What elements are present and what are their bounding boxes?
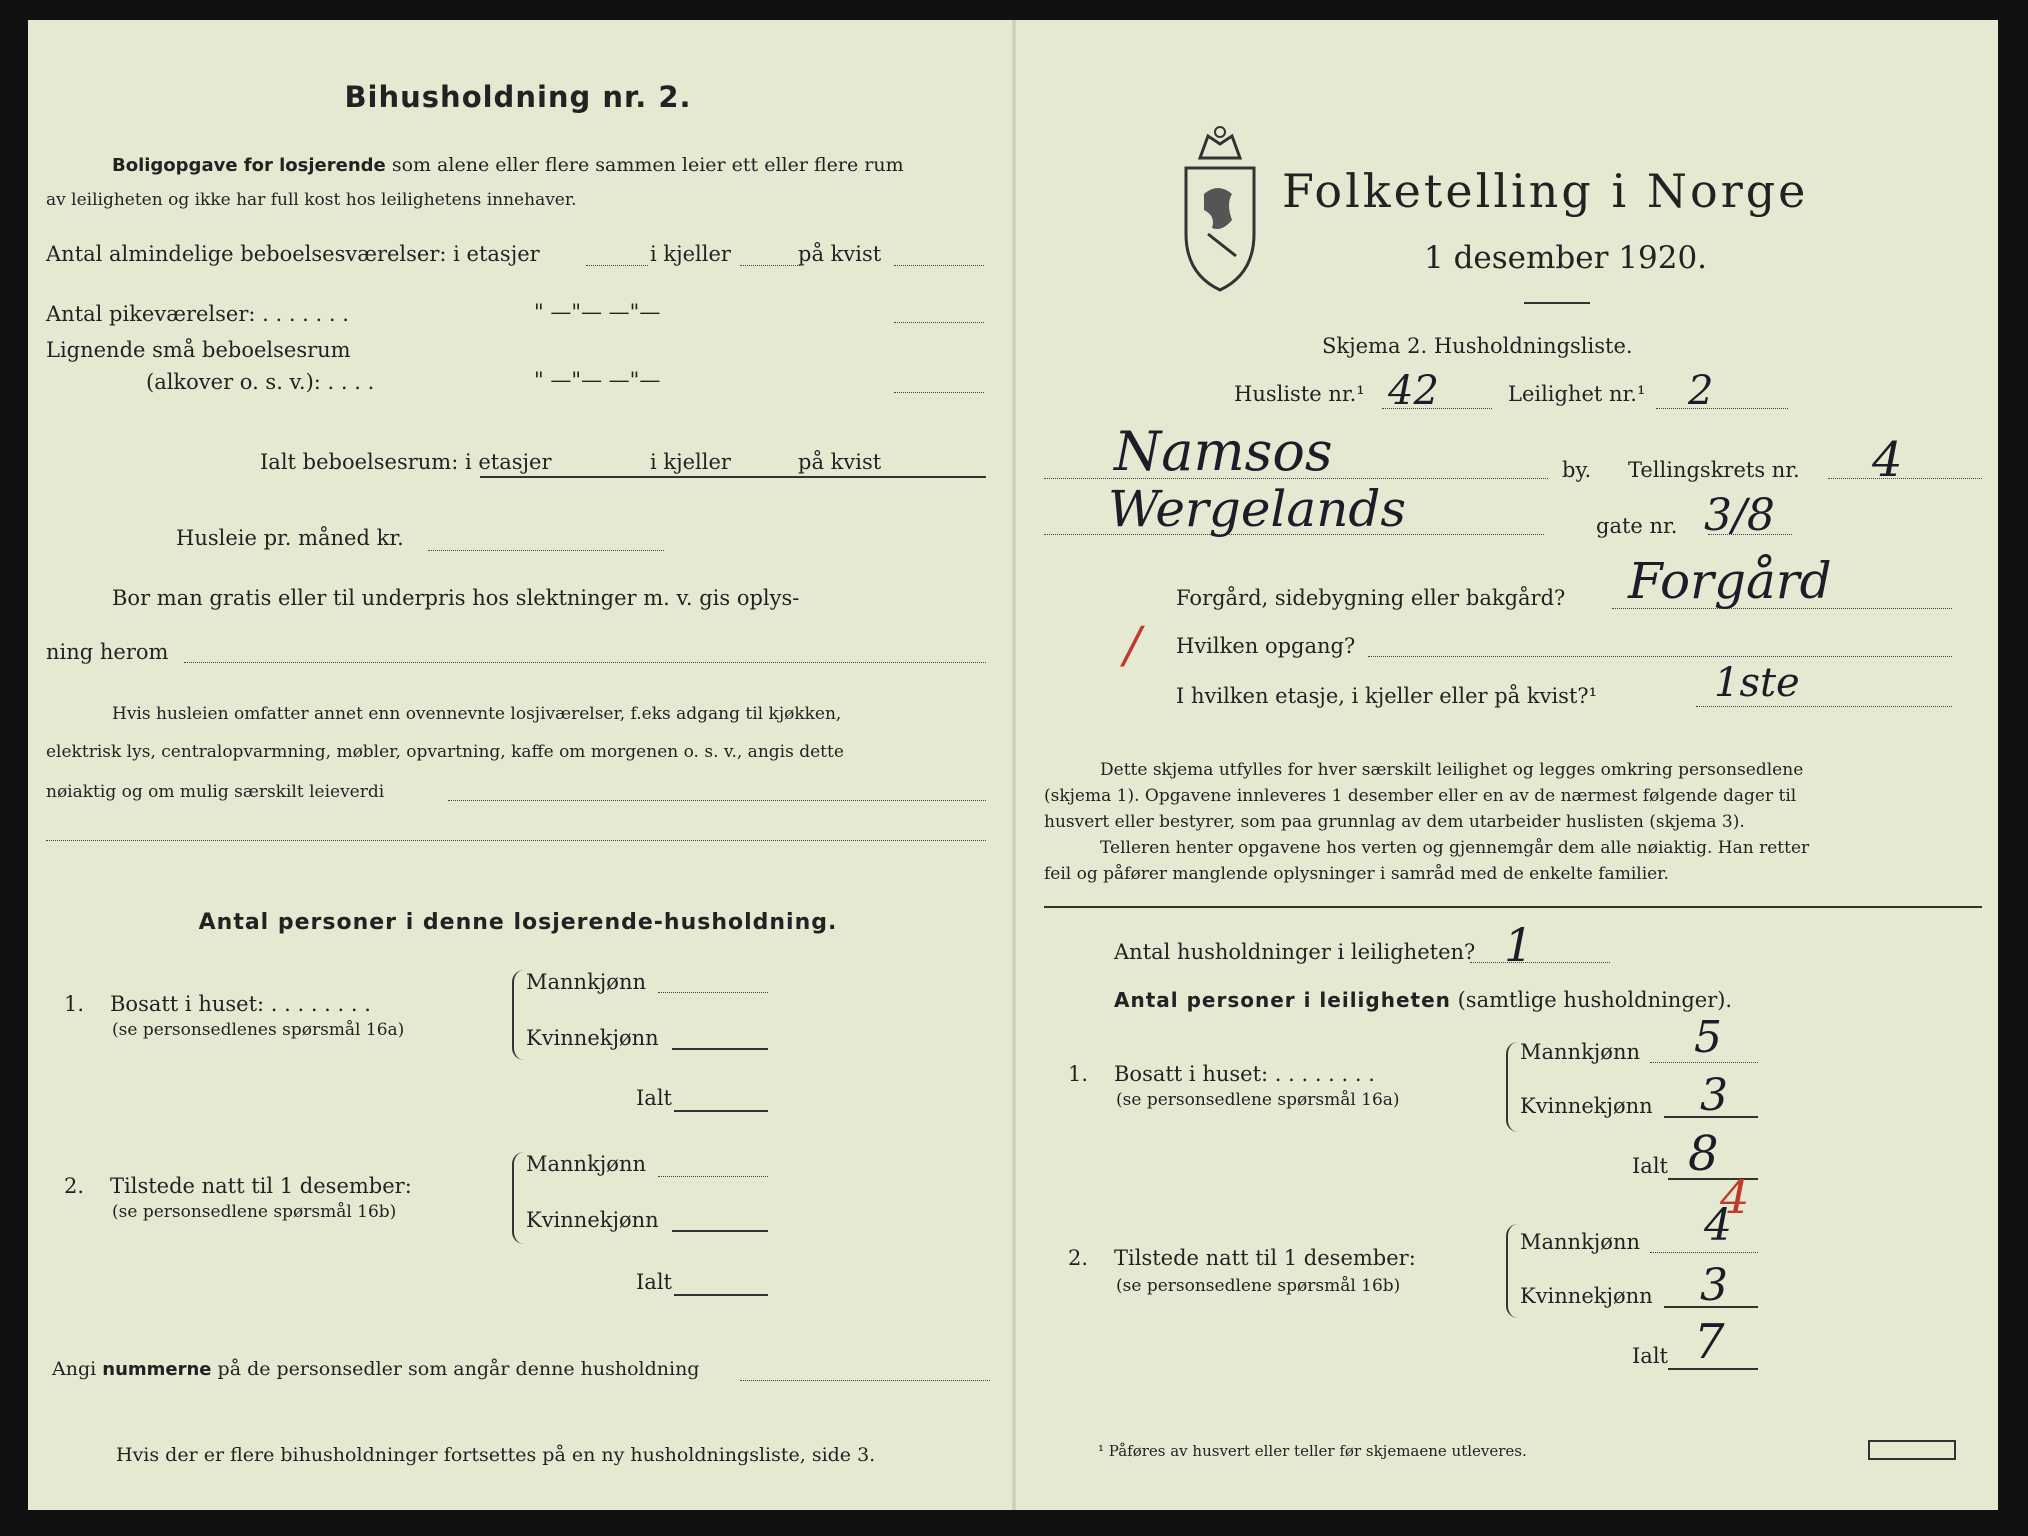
schema-label: Skjema 2. Husholdningsliste. [1322, 334, 1633, 358]
free-line-2: ning herom [46, 640, 169, 664]
right-q2-male-value: 4 [1704, 1200, 1732, 1251]
left-q2-total-field[interactable] [674, 1294, 768, 1296]
rent-field[interactable] [428, 550, 664, 551]
free-field[interactable] [184, 662, 986, 663]
continue-note: Hvis der er flere bihusholdninger fortsettes på en ny husholdningsliste, side 3. [116, 1444, 876, 1466]
rooms-attic-label: på kvist [798, 242, 882, 266]
note-line-4: Telleren henter opgavene hos verten og gjennemgår dem alle nøiaktig. Han retter [1100, 838, 1810, 858]
maid-rooms-field[interactable] [894, 322, 984, 323]
left-q1-label: Bosatt i huset: . . . . . . . . [110, 992, 371, 1016]
district-label: Tellingskrets nr. [1628, 458, 1800, 482]
red-check-mark: / [1124, 616, 1141, 674]
flat-value: 2 [1688, 368, 1714, 414]
right-q2-female-label: Kvinnekjønn [1520, 1284, 1653, 1308]
right-q1-female-value: 3 [1700, 1070, 1728, 1121]
district-value: 4 [1872, 432, 1903, 488]
flat-label: Leilighet nr.¹ [1508, 382, 1646, 406]
right-q2-brace [1506, 1224, 1518, 1318]
rooms-floors-field[interactable] [586, 265, 648, 266]
households-label: Antal husholdninger i leiligheten? [1114, 940, 1476, 964]
right-q2-female-value: 3 [1700, 1260, 1728, 1311]
street-label: gate nr. [1596, 514, 1678, 538]
floor-label: I hvilken etasje, i kjeller eller på kvist?¹ [1176, 684, 1598, 708]
right-q1-male-label: Mannkjønn [1520, 1040, 1641, 1064]
maid-rooms-label: Antal pikeværelser: . . . . . . . [46, 302, 349, 326]
rooms-cellar-field[interactable] [740, 265, 800, 266]
small-rooms-label-1: Lignende små beboelsesrum [46, 338, 351, 362]
town-value: Namsos [1114, 420, 1333, 483]
street-no-value: 3/8 [1704, 490, 1775, 541]
district-field[interactable] [1828, 478, 1982, 479]
flat-field[interactable] [1656, 408, 1788, 409]
right-q1-total-correction: 4 [1720, 1170, 1750, 1224]
page-fold [1012, 20, 1016, 1510]
section-rule [1044, 906, 1982, 908]
left-q2-male-field[interactable] [658, 1176, 768, 1177]
left-title: Bihusholdning nr. 2. [344, 80, 692, 114]
extra-line-2: elektrisk lys, centralopvarmning, møbler, opvartning, kaffe om morgenen o. s. v., angis dette [46, 742, 844, 762]
numbers-field[interactable] [740, 1380, 990, 1381]
entrance-label: Hvilken opgang? [1176, 634, 1356, 658]
right-q1-num: 1. [1068, 1062, 1089, 1086]
right-q2-sub: (se personsedlene spørsmål 16b) [1116, 1276, 1401, 1296]
norwegian-coat-of-arms-icon [1178, 124, 1262, 294]
right-q2-num: 2. [1068, 1246, 1089, 1270]
house-label: Husliste nr.¹ [1234, 382, 1365, 406]
right-q2-male-label: Mannkjønn [1520, 1230, 1641, 1254]
title-rule [1524, 302, 1590, 304]
note-line-5: feil og påfører manglende oplysninger i samråd med de enkelte familier. [1044, 864, 1669, 884]
left-q2-female-field[interactable] [672, 1230, 768, 1232]
right-q1-brace [1506, 1042, 1518, 1132]
left-q1-total-label: Ialt [636, 1086, 672, 1110]
total-rooms-label: Ialt beboelsesrum: i etasjer [260, 450, 552, 474]
right-q1-sub: (se personsedlene spørsmål 16a) [1116, 1090, 1400, 1110]
left-q2-brace [512, 1152, 524, 1244]
total-rooms-underline [480, 476, 986, 478]
note-line-2: (skjema 1). Opgavene innleveres 1 desember eller en av de nærmest følgende dager til [1044, 786, 1797, 806]
right-q1-total-label: Ialt [1632, 1154, 1668, 1178]
floor-field[interactable] [1696, 706, 1952, 707]
maid-ditto-marks: " —"— —"— [534, 300, 661, 324]
numbers-label: Angi nummerne på de personsedler som angår denne husholdning [52, 1358, 700, 1380]
right-date: 1 desember 1920. [1424, 240, 1708, 276]
small-rooms-label-2: (alkover o. s. v.): . . . . [146, 370, 375, 394]
left-q2-total-label: Ialt [636, 1270, 672, 1294]
street-value: Wergelands [1108, 480, 1407, 538]
right-q1-female-label: Kvinnekjønn [1520, 1094, 1653, 1118]
footnote: ¹ Påføres av husvert eller teller før skjemaene utleveres. [1098, 1442, 1527, 1460]
town-label: by. [1562, 458, 1592, 482]
total-cellar-label: i kjeller [650, 450, 731, 474]
rent-label: Husleie pr. måned kr. [176, 526, 404, 550]
left-q2-label: Tilstede natt til 1 desember: [110, 1174, 412, 1198]
free-line-1: Bor man gratis eller til underpris hos slektninger m. v. gis oplys- [112, 586, 800, 610]
left-q1-total-field[interactable] [674, 1110, 768, 1112]
right-q2-total-label: Ialt [1632, 1344, 1668, 1368]
building-value: Forgård [1628, 552, 1832, 610]
printer-stamp [1868, 1440, 1956, 1460]
extra-field-2[interactable] [46, 840, 986, 841]
total-attic-label: på kvist [798, 450, 882, 474]
house-value: 42 [1388, 368, 1439, 414]
extra-line-3: nøiaktig og om mulig særskilt leieverdi [46, 782, 385, 802]
building-label: Forgård, sidebygning eller bakgård? [1176, 586, 1566, 610]
right-q1-label: Bosatt i huset: . . . . . . . . [1114, 1062, 1375, 1086]
right-q2-male-field[interactable] [1650, 1252, 1758, 1253]
right-persons-heading: Antal personer i leiligheten (samtlige husholdninger). [1114, 988, 1733, 1012]
right-q2-label: Tilstede natt til 1 desember: [1114, 1246, 1416, 1270]
small-rooms-field[interactable] [894, 392, 984, 393]
rooms-label: Antal almindelige beboelsesværelser: i etasjer [46, 242, 540, 266]
note-line-1: Dette skjema utfylles for hver særskilt leilighet og legges omkring personsedlene [1100, 760, 1804, 780]
census-form-sheet [28, 20, 1998, 1510]
small-ditto-marks: " —"— —"— [534, 368, 661, 392]
right-title: Folketelling i Norge [1282, 164, 1809, 218]
right-q1-male-value: 5 [1694, 1012, 1722, 1063]
left-q2-sub: (se personsedlene spørsmål 16b) [112, 1202, 397, 1222]
left-q2-num: 2. [64, 1174, 85, 1198]
right-q2-total-value: 7 [1694, 1314, 1725, 1370]
extra-line-1: Hvis husleien omfatter annet enn ovennevnte losjiværelser, f.eks adgang til kjøkken, [112, 704, 842, 724]
rooms-cellar-label: i kjeller [650, 242, 731, 266]
intro-line-2: av leiligheten og ikke har full kost hos leilighetens innehaver. [46, 190, 577, 210]
left-persons-heading: Antal personer i denne losjerende-husholdning. [198, 910, 838, 935]
extra-field[interactable] [448, 800, 986, 801]
rooms-attic-field[interactable] [894, 265, 984, 266]
left-q1-num: 1. [64, 992, 85, 1016]
households-value: 1 [1504, 918, 1534, 972]
left-q2-male-label: Mannkjønn [526, 1152, 647, 1176]
entrance-field[interactable] [1368, 656, 1952, 657]
left-q1-male-label: Mannkjønn [526, 970, 647, 994]
left-q1-sub: (se personsedlenes spørsmål 16a) [112, 1020, 405, 1040]
left-q1-brace [512, 970, 524, 1060]
note-line-3: husvert eller bestyrer, som paa grunnlag av dem utarbeider huslisten (skjema 3). [1044, 812, 1745, 832]
right-q1-total-value: 8 [1688, 1126, 1719, 1182]
intro-line-1: Boligopgave for losjerende som alene eller flere sammen leier ett eller flere rum [112, 154, 904, 176]
left-q1-female-field[interactable] [672, 1048, 768, 1050]
households-field[interactable] [1470, 962, 1610, 963]
left-q2-female-label: Kvinnekjønn [526, 1208, 659, 1232]
floor-value: 1ste [1714, 660, 1800, 706]
left-q1-female-label: Kvinnekjønn [526, 1026, 659, 1050]
left-q1-male-field[interactable] [658, 992, 768, 993]
